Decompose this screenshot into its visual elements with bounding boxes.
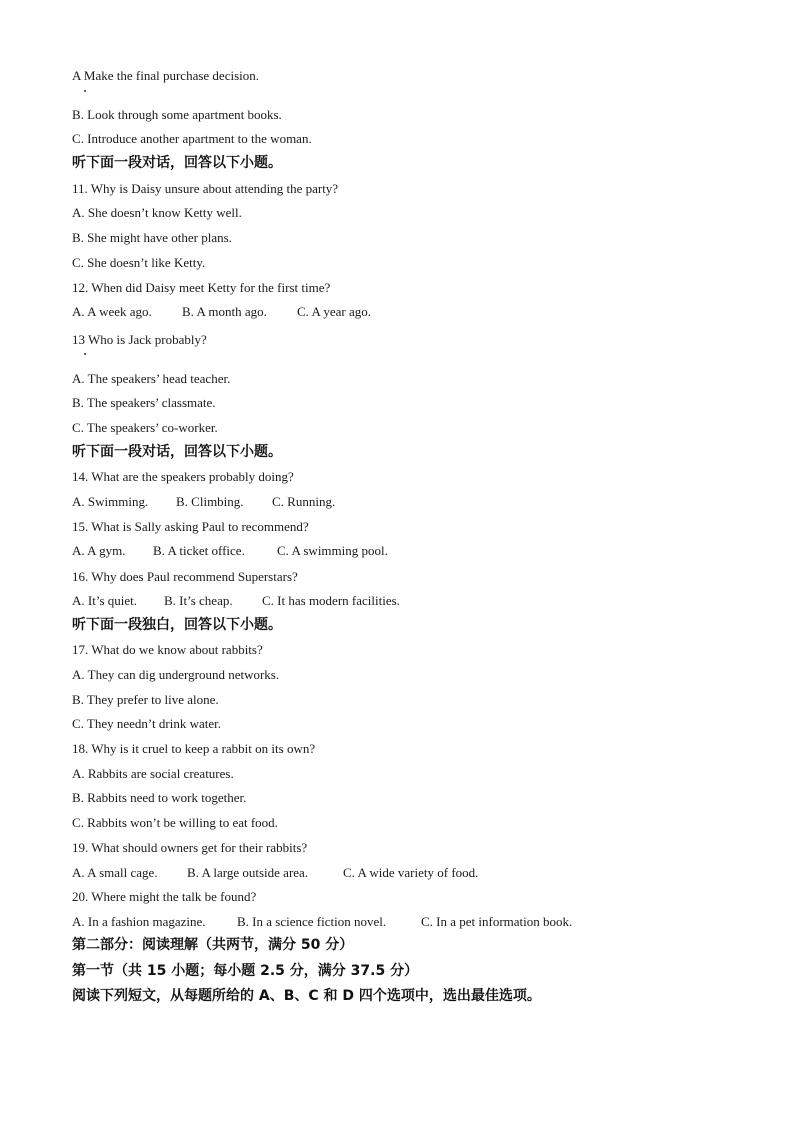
q18-option-c: C. Rabbits won’t be willing to eat food. [72, 815, 278, 830]
q14-option-b: B. Climbing. [176, 494, 244, 509]
reading-instructions: 阅读下列短文，从每题所给的 A、B、C 和 D 四个选项中，选出最佳选项。 [72, 988, 541, 1004]
q19-option-b: B. A large outside area. [187, 865, 309, 880]
section1-heading: 第一节（共 15 小题；每小题 2.5 分，满分 37.5 分） [72, 963, 419, 979]
q20-stem: 20. Where might the talk be found? [72, 889, 257, 904]
section-heading-dialogue: 听下面一段对话，回答以下小题。 [72, 155, 282, 171]
q20-option-b: B. In a science fiction novel. [237, 914, 387, 929]
q13-option-a: A. The speakers’ head teacher. [72, 371, 231, 386]
q11-option-a: A. She doesn’t know Ketty well. [72, 205, 242, 220]
q20-option-a: A. In a fashion magazine. [72, 914, 206, 929]
q14-stem: 14. What are the speakers probably doing? [72, 469, 294, 484]
q16-option-a: A. It’s quiet. [72, 593, 137, 608]
q15-option-c: C. A swimming pool. [277, 543, 388, 558]
q20-option-c: C. In a pet information book. [421, 914, 573, 929]
q14-option-c: C. Running. [272, 494, 336, 509]
q11-option-c: C. She doesn’t like Ketty. [72, 255, 206, 270]
q13-option-c: C. The speakers’ co-worker. [72, 420, 218, 435]
q13-option-b: B. The speakers’ classmate. [72, 395, 216, 410]
q13-stem: 13 Who is Jack probably? [72, 332, 207, 347]
punctuation-dot [84, 90, 86, 92]
q19-option-c: C. A wide variety of food. [343, 865, 479, 880]
q11-stem: 11. Why is Daisy unsure about attending the party? [72, 181, 339, 196]
q17-stem: 17. What do we know about rabbits? [72, 642, 263, 657]
q12-stem: 12. When did Daisy meet Ketty for the first time? [72, 280, 331, 295]
q11-option-b: B. She might have other plans. [72, 230, 232, 245]
q18-stem: 18. Why is it cruel to keep a rabbit on its own? [72, 741, 316, 756]
q17-option-b: B. They prefer to live alone. [72, 692, 219, 707]
q10-option-c: C. Introduce another apartment to the woman. [72, 131, 312, 146]
q10-option-b: B. Look through some apartment books. [72, 107, 282, 122]
section-heading-monologue: 听下面一段独白，回答以下小题。 [72, 617, 282, 633]
q17-option-c: C. They needn’t drink water. [72, 716, 221, 731]
q15-option-a: A. A gym. [72, 543, 126, 558]
q18-option-a: A. Rabbits are social creatures. [72, 766, 234, 781]
q16-option-b: B. It’s cheap. [164, 593, 233, 608]
q16-option-c: C. It has modern facilities. [262, 593, 400, 608]
q12-option-b: B. A month ago. [182, 304, 267, 319]
q10-option-a: A Make the final purchase decision. [72, 68, 259, 83]
q19-stem: 19. What should owners get for their rabbits? [72, 840, 308, 855]
q17-option-a: A. They can dig underground networks. [72, 667, 280, 682]
q15-option-b: B. A ticket office. [153, 543, 245, 558]
q19-option-a: A. A small cage. [72, 865, 158, 880]
q15-stem: 15. What is Sally asking Paul to recommend? [72, 519, 309, 534]
q12-option-a: A. A week ago. [72, 304, 152, 319]
q14-option-a: A. Swimming. [72, 494, 149, 509]
q16-stem: 16. Why does Paul recommend Superstars? [72, 569, 298, 584]
q12-option-c: C. A year ago. [297, 304, 372, 319]
q18-option-b: B. Rabbits need to work together. [72, 790, 247, 805]
section-heading-dialogue: 听下面一段对话，回答以下小题。 [72, 444, 282, 460]
part2-heading: 第二部分：阅读理解（共两节，满分 50 分） [72, 937, 354, 953]
punctuation-dot [84, 353, 86, 355]
